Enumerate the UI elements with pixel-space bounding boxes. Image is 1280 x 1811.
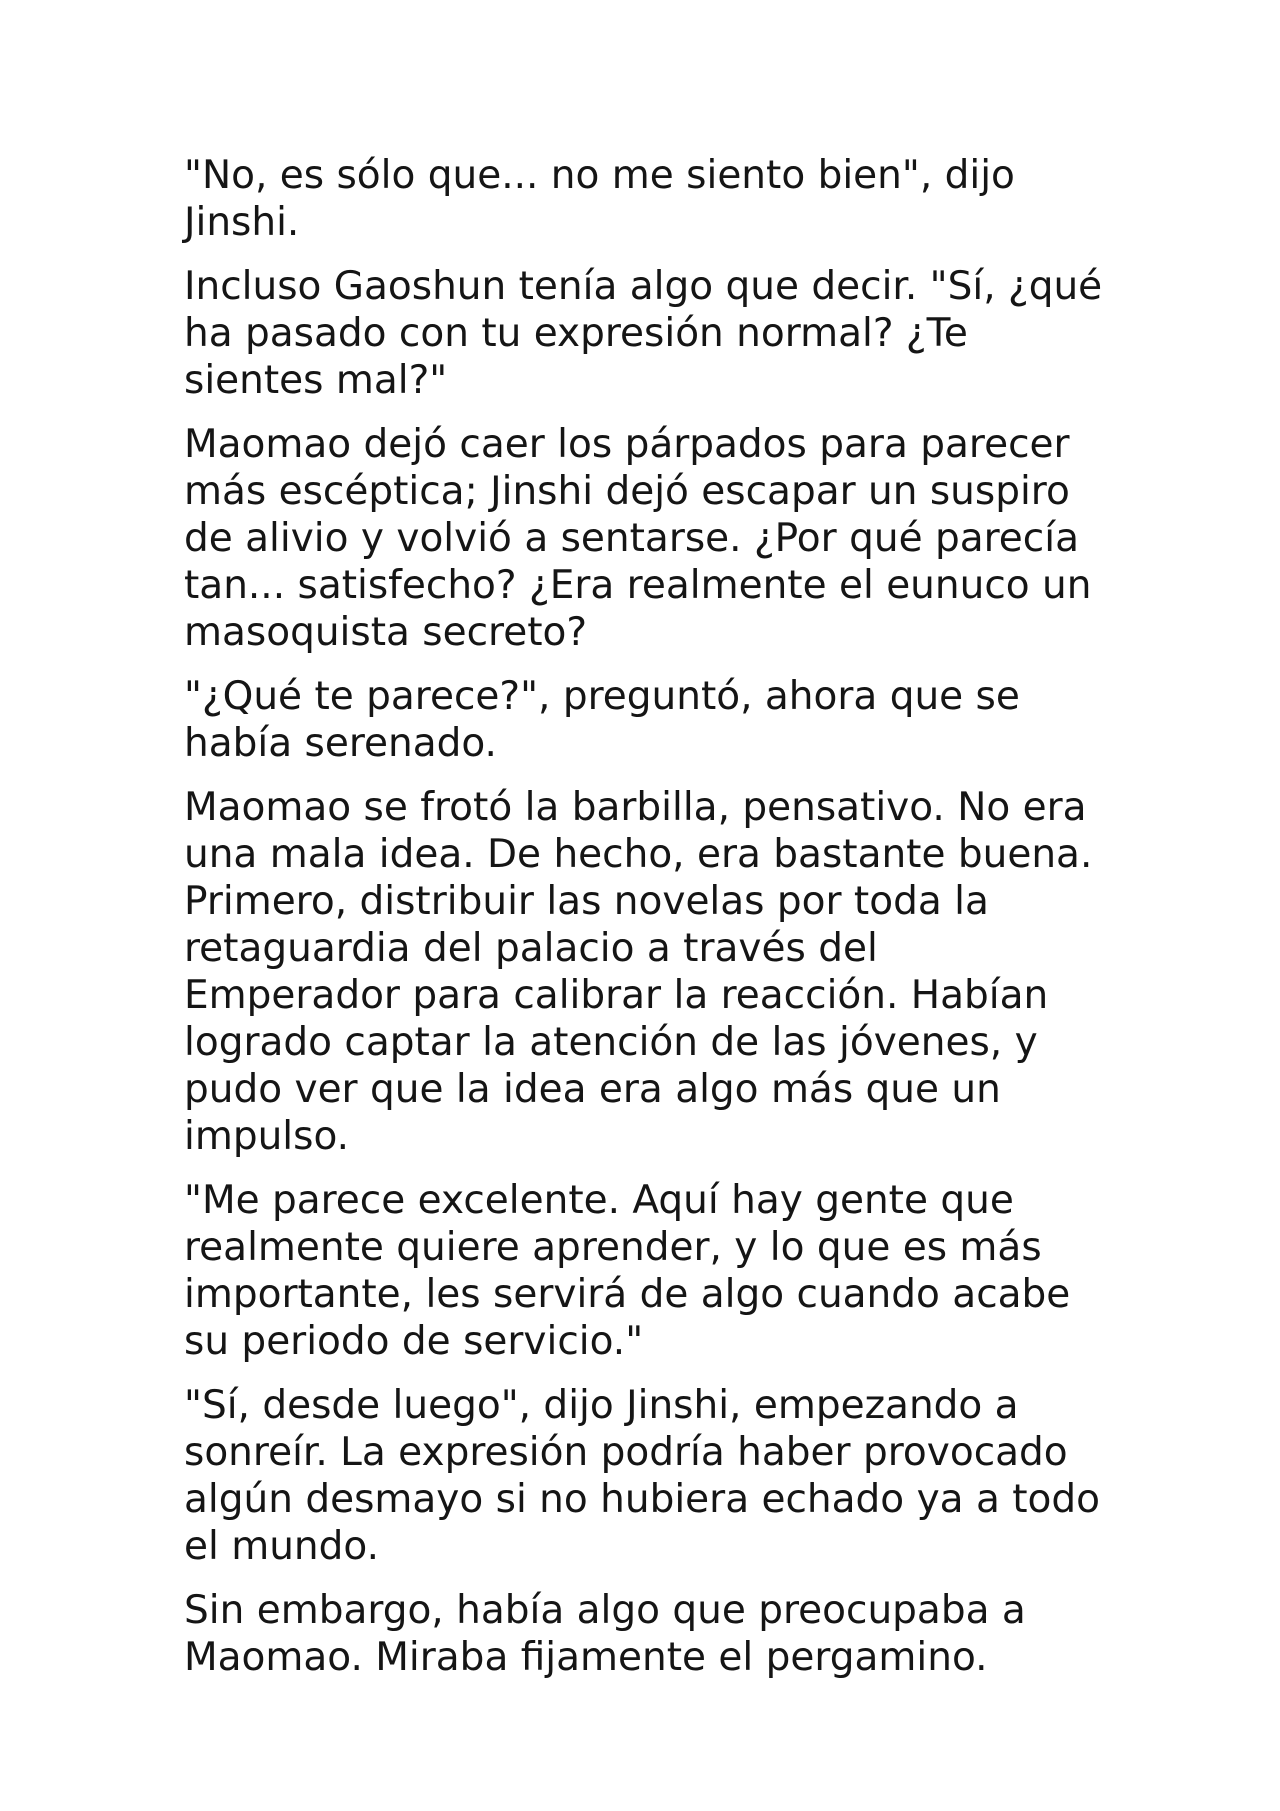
paragraph: "No, es sólo que... no me siento bien", dijo Jinshi. (184, 153, 1015, 245)
paragraph: Sin embargo, había algo que preocupaba a Maomao. Miraba fijamente el pergamino. (184, 1588, 1026, 1680)
paragraph: "Sí, desde luego", dijo Jinshi, empezando a sonreír. La expresión podría haber provocado algún desmayo si no hubiera echado ya a todo el mundo. (184, 1383, 1101, 1569)
paragraph: Maomao dejó caer los párpados para parecer más escéptica; Jinshi dejó escapar un suspiro de alivio y volvió a sentarse. ¿Por qué parecía tan... satisfecho? ¿Era realmente el eunuco un masoquista secreto? (184, 422, 1092, 655)
paragraph: "¿Qué te parece?", preguntó, ahora que se había serenado. (184, 674, 1020, 766)
paragraph: "Me parece excelente. Aquí hay gente que realmente quiere aprender, y lo que es más importante, les servirá de algo cuando acabe su periodo de servicio." (184, 1178, 1071, 1364)
paragraph: Maomao se frotó la barbilla, pensativo. No era una mala idea. De hecho, era bastante buena. Primero, distribuir las novelas por toda la retaguardia del palacio a través del Emperador para calibrar la reacción. Habían logrado captar la atención de las jóvenes, y pudo ver que la idea era algo más que un impulso. (184, 785, 1093, 1159)
body-text (184, 152, 1104, 1698)
paragraph: Incluso Gaoshun tenía algo que decir. "Sí, ¿qué ha pasado con tu expresión normal? ¿Te sientes mal?" (184, 264, 1103, 403)
